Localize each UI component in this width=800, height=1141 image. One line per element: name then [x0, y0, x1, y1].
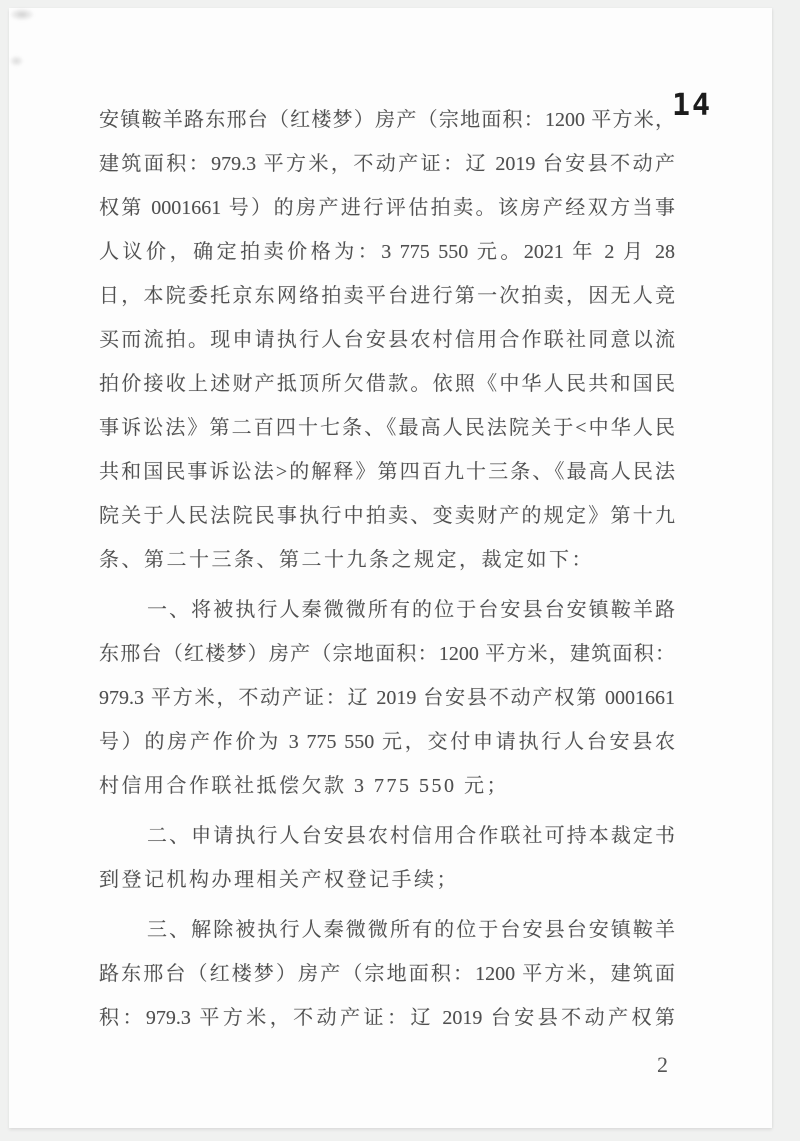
text-line: 村信用合作联社抵偿欠款 3 775 550 元；: [99, 775, 509, 797]
document-page: [9, 8, 772, 1128]
page-number: 2: [657, 1052, 668, 1077]
text-line: 人议价，确定拍卖价格为：3 775 550 元。2021 年 2 月 28: [99, 241, 675, 263]
text-line: 路东邢台（红楼梦）房产（宗地面积：1200 平方米，建筑面: [99, 963, 675, 985]
text-line: 拍价接收上述财产抵顶所欠借款。依照《中华人民共和国民: [99, 373, 675, 395]
text-line: 三、解除被执行人秦微微所有的位于台安县台安镇鞍羊: [147, 919, 675, 941]
text-line: 号）的房产作价为 3 775 550 元，交付申请执行人台安县农: [99, 731, 675, 753]
text-line: 事诉讼法》第二百四十七条、《最高人民法院关于<中华人民: [99, 417, 675, 439]
document-body: [99, 98, 675, 1040]
text-line: 安镇鞍羊路东邢台（红楼梦）房产（宗地面积：1200 平方米，: [99, 109, 675, 131]
text-line: 院关于人民法院民事执行中拍卖、变卖财产的规定》第十九: [99, 505, 675, 527]
scan-smudge: [9, 8, 35, 21]
text-line: 买而流拍。现申请执行人台安县农村信用合作联社同意以流: [99, 329, 675, 351]
text-line: 积：979.3 平方米，不动产证：辽 2019 台安县不动产权第: [99, 1007, 675, 1029]
scan-smudge: [9, 55, 24, 67]
text-line: 建筑面积：979.3 平方米，不动产证：辽 2019 台安县不动产: [99, 153, 675, 175]
text-line: 东邢台（红楼梦）房产（宗地面积：1200 平方米，建筑面积：: [99, 643, 675, 665]
text-line: 日，本院委托京东网络拍卖平台进行第一次拍卖，因无人竞: [99, 285, 675, 307]
text-line: 权第 0001661 号）的房产进行评估拍卖。该房产经双方当事: [99, 197, 675, 219]
exhibit-number: 14: [672, 88, 713, 123]
text-line: 到登记机构办理相关产权登记手续；: [99, 869, 459, 891]
text-line: 共和国民事诉讼法>的解释》第四百九十三条、《最高人民法: [99, 461, 675, 483]
text-line: 条、第二十三条、第二十九条之规定，裁定如下：: [99, 549, 594, 571]
text-line: 一、将被执行人秦微微所有的位于台安县台安镇鞍羊路: [147, 599, 675, 621]
text-line: 979.3 平方米，不动产证：辽 2019 台安县不动产权第 0001661: [99, 687, 675, 709]
text-line: 二、申请执行人台安县农村信用合作联社可持本裁定书: [147, 825, 675, 847]
